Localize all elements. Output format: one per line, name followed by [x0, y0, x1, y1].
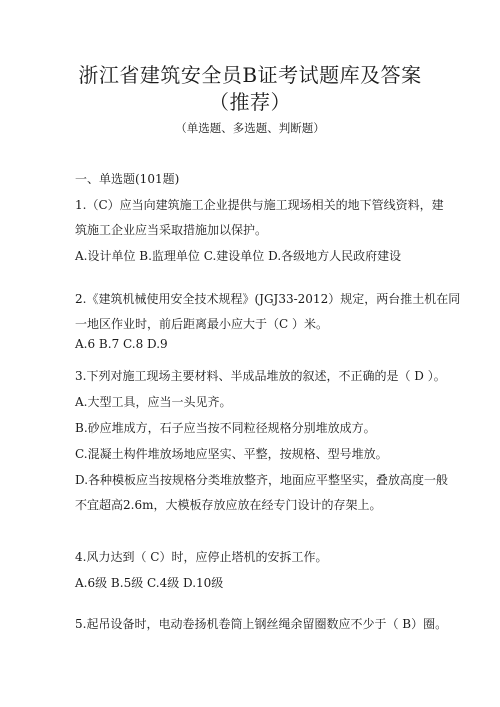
- question-1-line-1: 1.（C）应当向建筑施工企业提供与施工现场相关的地下管线资料，建: [75, 198, 444, 212]
- question-4-options: A.6级 B.5级 C.4级 D.10级: [75, 576, 224, 590]
- document-subtitle: （单选题、多选题、判断题）: [175, 121, 325, 135]
- question-1-options: A.设计单位 B.监理单位 C.建设单位 D.各级地方人民政府建设: [75, 249, 402, 263]
- section-heading: 一、单选题(101题): [75, 172, 180, 186]
- question-3-option-c: C.混凝土构件堆放场地应坚实、平整，按规格、型号堆放。: [75, 447, 388, 461]
- question-1-line-2: 筑施工企业应当采取措施加以保护。: [75, 223, 268, 237]
- question-3-option-a: A.大型工具，应当一头见齐。: [75, 395, 232, 409]
- question-2-line-2: 一地区作业时，前后距离最小应大于（C ）米。: [75, 317, 328, 331]
- question-2-line-1: 2.《建筑机械使用安全技术规程》(JGJ33-2012）规定，两台推土机在同: [75, 292, 461, 306]
- question-4-line-1: 4.风力达到（ C）时，应停止塔机的安拆工作。: [75, 550, 328, 564]
- question-3-option-d-cont: 不宜超高2.6m，大模板存放应放在经专门设计的存架上。: [75, 498, 382, 512]
- document-title: 浙江省建筑安全员B证考试题库及答案（推荐）: [78, 63, 422, 114]
- question-2-options: A.6 B.7 C.8 D.9: [75, 337, 168, 351]
- question-3-line-1: 3.下列对施工现场主要材料、半成品堆放的叙述，不正确的是（ D ）。: [75, 369, 446, 383]
- question-5-line-1: 5.起吊设备时，电动卷扬机卷筒上钢丝绳余留圈数应不少于（ B）圈。: [75, 617, 448, 631]
- question-3-option-d: D.各种模板应当按规格分类堆放整齐，地面应平整坚实，叠放高度一般: [75, 473, 449, 487]
- question-3-option-b: B.砂应堆成方，石子应当按不同粒径规格分别堆放成方。: [75, 421, 376, 435]
